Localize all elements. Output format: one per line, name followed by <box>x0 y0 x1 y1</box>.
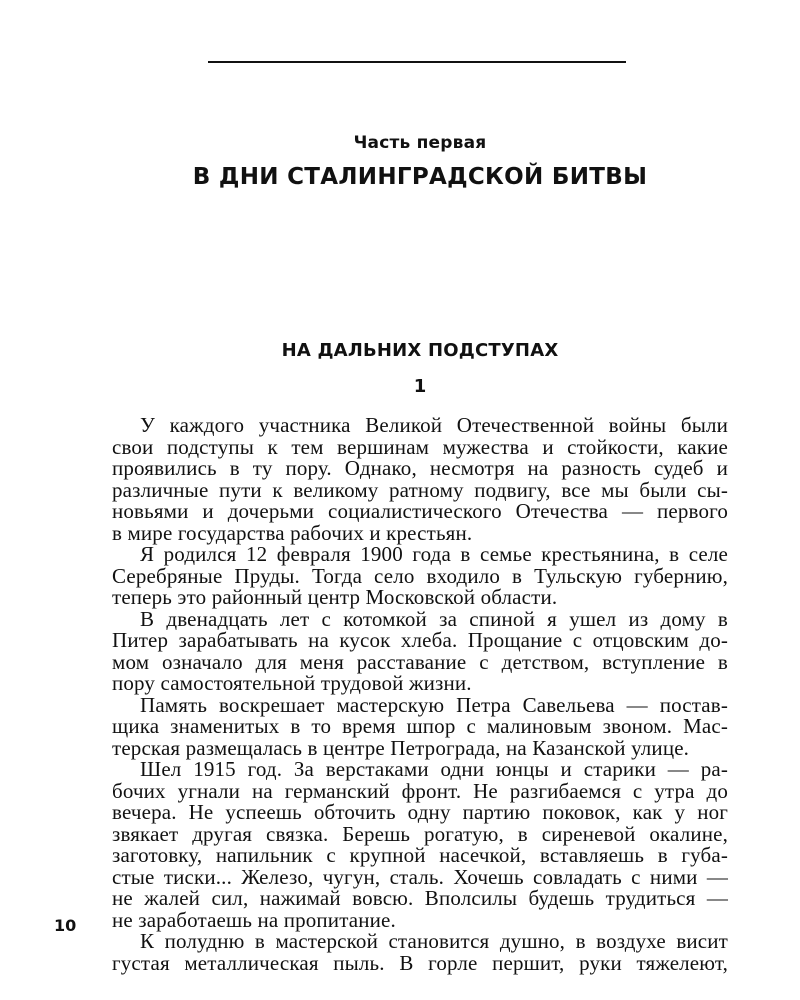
text-line: Питер зарабатывать на кусок хлеба. Прощание с отцовским до- <box>112 628 728 652</box>
text-line: проявились в ту пору. Однако, несмотря на разность судеб и <box>112 456 728 480</box>
text-line: К полудню в мастерской становится душно, в воздухе висит <box>140 929 728 953</box>
section-number: 1 <box>413 376 427 397</box>
paragraph <box>112 544 728 609</box>
text-line: не заработаешь на пропитание. <box>112 907 396 932</box>
text-line: стые тиски... Железо, чугун, сталь. Хочешь совладать с ними — <box>112 864 728 889</box>
part-title: В ДНИ СТАЛИНГРАДСКОЙ БИТВЫ <box>192 164 648 190</box>
part-label: Часть первая <box>353 133 487 153</box>
paragraph <box>112 759 728 931</box>
text-line: теперь это районный центр Московской области. <box>112 585 558 609</box>
text-line: вечера. Не успеешь обточить одну партию поковок, как у ног <box>112 800 728 824</box>
text-line: пору самостоятельной трудовой жизни. <box>112 671 472 695</box>
text-line: терская размещалась в центре Петрограда, на Казанской улице. <box>112 735 690 760</box>
text-line: Я родился 12 февраля 1900 года в семье крестьянина, в селе <box>140 542 728 566</box>
paragraph <box>112 606 728 695</box>
paragraph <box>112 415 728 544</box>
text-line: в мире государства рабочих и крестьян. <box>112 520 473 545</box>
paragraph <box>112 692 728 760</box>
text-line: В двенадцать лет с котомкой за спиной я ушел из дому в <box>140 606 728 631</box>
text-line: Серебряные Пруды. Тогда село входило в Тульскую губернию, <box>112 563 728 588</box>
text-line: не жалей сил, нажимай вовсю. Вполсилы будешь трудиться — <box>112 886 728 910</box>
text-line: Память воскрешает мастерскую Петра Савельева — постав- <box>140 692 728 717</box>
text-line: различные пути к великому ратному подвигу, все мы были сы- <box>112 477 728 502</box>
chapter-title: НА ДАЛЬНИХ ПОДСТУПАХ <box>281 340 559 361</box>
text-line: звякает другая связка. Берешь рогатую, в сиреневой окалине, <box>112 821 728 846</box>
body-text <box>112 415 728 974</box>
top-rule <box>208 61 626 63</box>
text-line: мом означало для меня расставание с детством, вступление в <box>112 649 728 674</box>
text-line: У каждого участника Великой Отечественной войны были <box>140 413 728 437</box>
text-line: новьями и дочерьми социалистического Отечества — первого <box>112 499 728 523</box>
paragraph <box>112 931 728 974</box>
page-number: 10 <box>54 916 77 935</box>
text-line: густая металлическая пыль. В горле першит, руки тяжелеют, <box>112 950 728 975</box>
text-line: щика знаменитых в то время шпор с малиновым звоном. Мас- <box>112 714 728 738</box>
text-line: свои подступы к тем вершинам мужества и стойкости, какие <box>112 434 728 459</box>
text-line: бочих угнали на германский фронт. Не разгибаемся с утра до <box>112 778 728 803</box>
text-line: заготовку, напильник с крупной насечкой, вставляешь в губа- <box>112 843 728 867</box>
text-line: Шел 1915 год. За верстаками одни юнцы и старики — ра- <box>140 757 728 781</box>
